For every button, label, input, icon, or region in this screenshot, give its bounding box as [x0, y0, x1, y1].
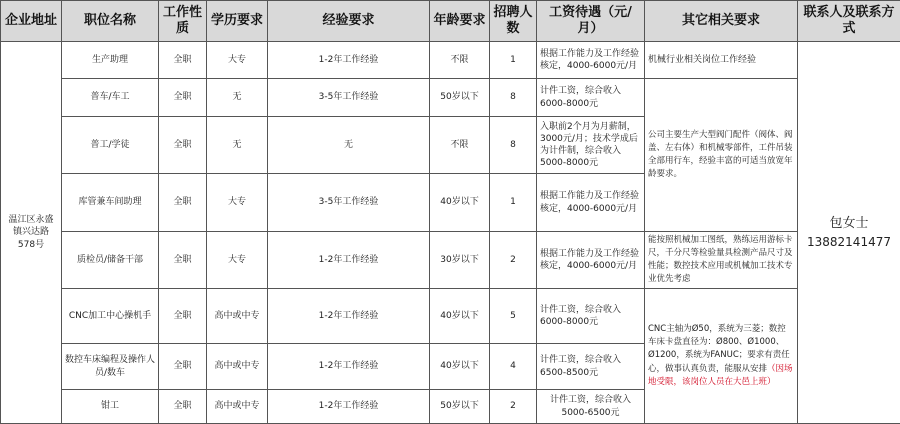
header-age: 年龄要求	[430, 1, 490, 42]
salary-cell: 计件工资，综合收入6000-8000元	[537, 79, 645, 117]
other-requirements-cell: 公司主要生产大型阀门配件（阀体、阀盖、左右体）和机械零部件，工件吊装全部用行车，经验丰富的可适当放宽年龄要求。	[645, 79, 798, 232]
experience-cell: 1-2年工作经验	[268, 232, 430, 289]
count-cell: 1	[490, 42, 537, 79]
header-company-address: 企业地址	[1, 1, 62, 42]
education-cell: 无	[207, 117, 268, 174]
count-cell: 4	[490, 344, 537, 390]
experience-cell: 1-2年工作经验	[268, 390, 430, 424]
salary-cell: 根据工作能力及工作经验核定，4000-6000元/月	[537, 42, 645, 79]
education-cell: 大专	[207, 232, 268, 289]
other-requirements-cell: 能按照机械加工图纸，熟练运用游标卡尺，千分尺等检验量具检测产品尺寸及性能；数控技术应用或机械加工技术专业优先考虑	[645, 232, 798, 289]
experience-cell: 1-2年工作经验	[268, 289, 430, 344]
salary-cell: 计件工资，综合收入5000-6500元	[537, 390, 645, 424]
education-cell: 高中或中专	[207, 390, 268, 424]
header-headcount: 招聘人数	[490, 1, 537, 42]
header-experience: 经验要求	[268, 1, 430, 42]
experience-cell: 3-5年工作经验	[268, 79, 430, 117]
table-row	[1, 42, 900, 79]
age-cell: 40岁以下	[430, 174, 490, 232]
other-requirements-text: CNC主轴为Ø50，系统为三菱；数控车床卡盘直径为：Ø800、Ø1000、Ø1200，系统为FANUC；要求有责任心，做事认真负责，能服从安排	[648, 324, 790, 374]
position-cell: 数控车床编程及操作人员/数车	[62, 344, 159, 390]
count-cell: 8	[490, 117, 537, 174]
contact-cell	[798, 42, 900, 424]
count-cell: 8	[490, 79, 537, 117]
nature-cell: 全职	[159, 390, 207, 424]
age-cell: 50岁以下	[430, 79, 490, 117]
education-cell: 大专	[207, 174, 268, 232]
header-contact: 联系人及联系方式	[798, 1, 900, 42]
position-cell: 钳工	[62, 390, 159, 424]
table-row	[1, 79, 900, 117]
other-requirements-cell	[645, 289, 798, 424]
header-salary: 工资待遇（元/月）	[537, 1, 645, 42]
contact-phone: 13882141477	[801, 233, 897, 251]
position-cell: 普工/学徒	[62, 117, 159, 174]
position-cell: 生产助理	[62, 42, 159, 79]
salary-cell: 根据工作能力及工作经验核定，4000-6000元/月	[537, 174, 645, 232]
nature-cell: 全职	[159, 174, 207, 232]
position-cell: 普车/车工	[62, 79, 159, 117]
position-cell: 质检员/储备干部	[62, 232, 159, 289]
age-cell: 40岁以下	[430, 344, 490, 390]
education-cell: 无	[207, 79, 268, 117]
position-cell: 库管兼车间助理	[62, 174, 159, 232]
salary-cell: 入职前2个月为月薪制，3000元/月；技术学成后为计件制，综合收入5000-8000元	[537, 117, 645, 174]
count-cell: 2	[490, 390, 537, 424]
age-cell: 不限	[430, 117, 490, 174]
age-cell: 不限	[430, 42, 490, 79]
nature-cell: 全职	[159, 117, 207, 174]
nature-cell: 全职	[159, 344, 207, 390]
location-note: （因场地受限，该岗位人员在大邑上班）	[648, 364, 793, 387]
salary-cell: 根据工作能力及工作经验核定，4000-6000元/月	[537, 232, 645, 289]
nature-cell: 全职	[159, 79, 207, 117]
other-requirements-cell: 机械行业相关岗位工作经验	[645, 42, 798, 79]
count-cell: 1	[490, 174, 537, 232]
count-cell: 5	[490, 289, 537, 344]
salary-cell: 计件工资，综合收入6000-8000元	[537, 289, 645, 344]
age-cell: 30岁以下	[430, 232, 490, 289]
table-row	[1, 232, 900, 289]
experience-cell: 3-5年工作经验	[268, 174, 430, 232]
salary-cell: 计件工资，综合收入6500-8500元	[537, 344, 645, 390]
nature-cell: 全职	[159, 232, 207, 289]
education-cell: 高中或中专	[207, 344, 268, 390]
header-job-nature: 工作性质	[159, 1, 207, 42]
experience-cell: 1-2年工作经验	[268, 344, 430, 390]
nature-cell: 全职	[159, 289, 207, 344]
experience-cell: 1-2年工作经验	[268, 42, 430, 79]
count-cell: 2	[490, 232, 537, 289]
education-cell: 高中或中专	[207, 289, 268, 344]
age-cell: 40岁以下	[430, 289, 490, 344]
experience-cell: 无	[268, 117, 430, 174]
table-row	[1, 289, 900, 344]
header-other: 其它相关要求	[645, 1, 798, 42]
header-education: 学历要求	[207, 1, 268, 42]
age-cell: 50岁以下	[430, 390, 490, 424]
education-cell: 大专	[207, 42, 268, 79]
position-cell: CNC加工中心操机手	[62, 289, 159, 344]
nature-cell: 全职	[159, 42, 207, 79]
header-position: 职位名称	[62, 1, 159, 42]
header-row	[1, 1, 900, 42]
company-address: 温江区永盛镇兴达路578号	[1, 42, 62, 424]
contact-name: 包女士	[801, 214, 897, 234]
